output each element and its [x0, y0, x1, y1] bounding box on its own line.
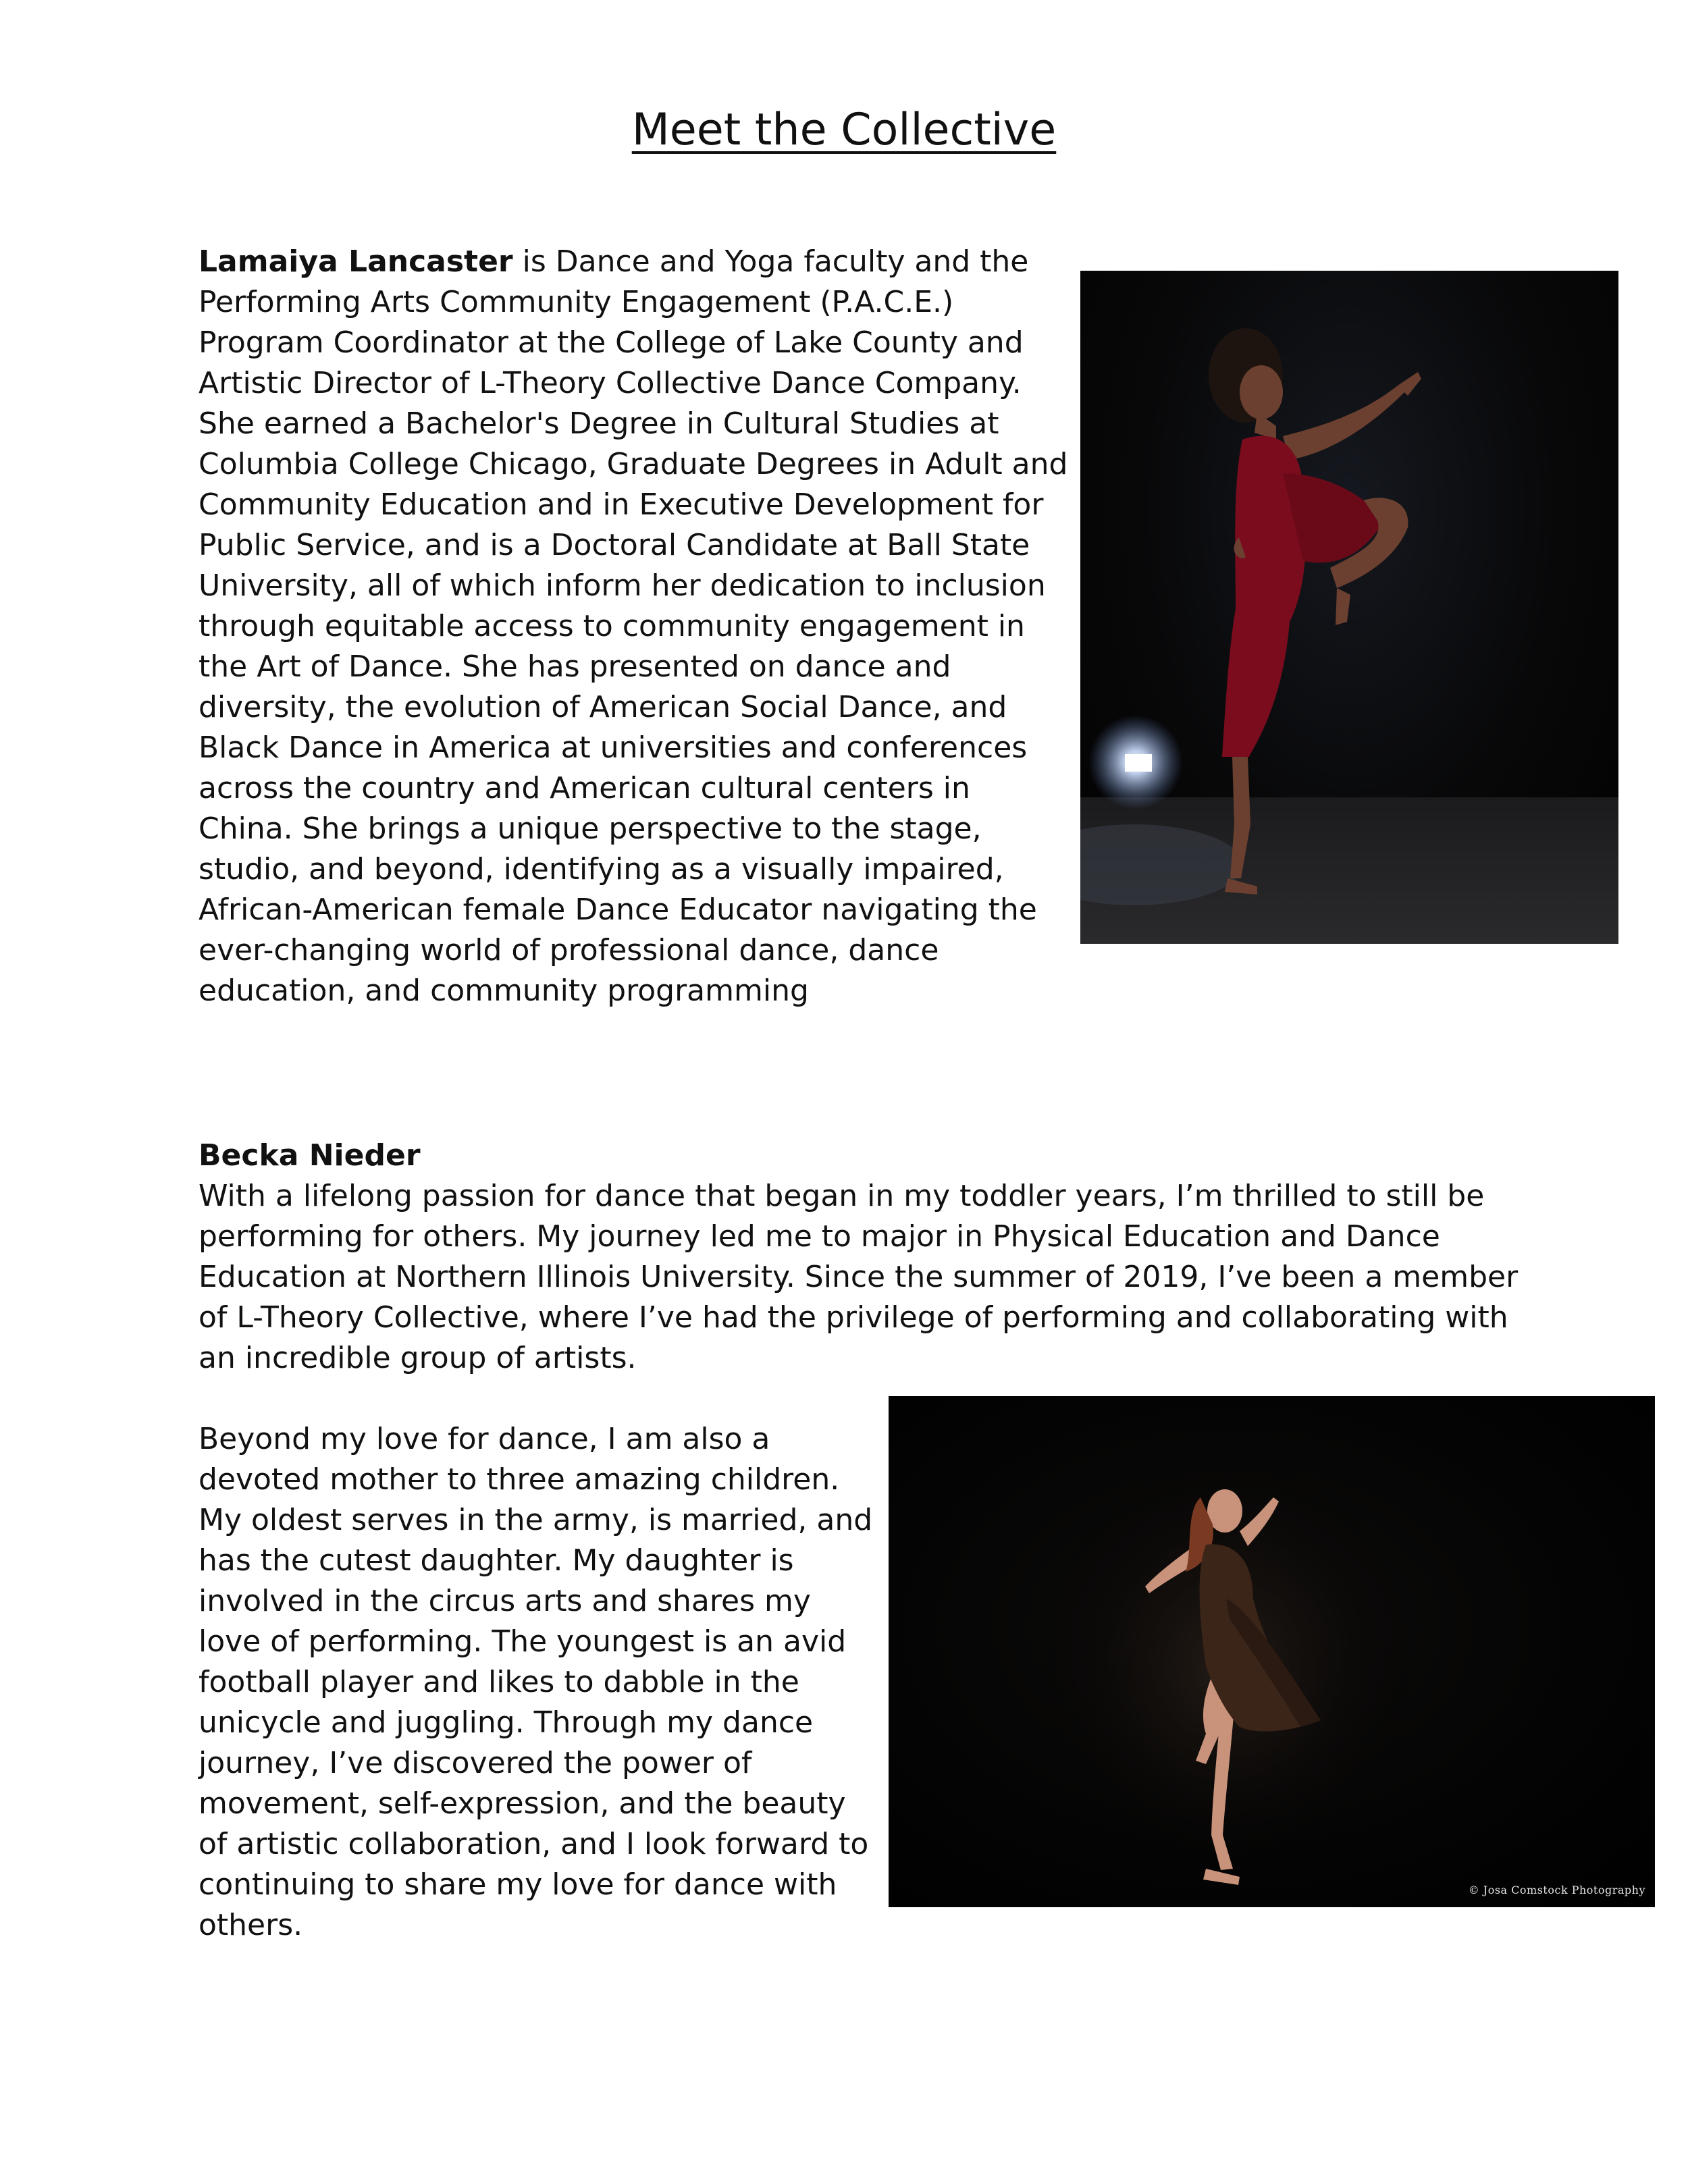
member-bio-text: is Dance and Yoga faculty and the Performing Arts Community Engagement (P.A.C.E.) Program Coordinator at the College of Lake County and Artistic Director of L-Theory Collective Dance Company. She earned a Bachelor's Degree in Cultural Studies at Columbia College Chicago, Graduate Degrees in Adult and Community Education and in Executive Development for Public Service, and is a Doctoral Candidate at Ball State University, all of which inform her dedication to inclusion through equitable access to community engagement in the Art of Dance. She has presented on dance and diversity, the evolution of American Social Dance, and Black Dance in America at universities and conferences across the country and American cultural centers in China. She brings a unique perspective to the stage, studio, and beyond, identifying as a visually impaired, African-American female Dance Educator navigating the ever-changing world of professional dance, dance education, and community programming — [199, 244, 1068, 1008]
photo-credit: © Josa Comstock Photography — [1468, 1884, 1645, 1896]
member-name: Lamaiya Lancaster — [199, 244, 513, 279]
dancer-illustration — [1080, 271, 1618, 944]
member-photo-lancaster — [1080, 271, 1618, 944]
member-bio-nieder-more: Beyond my love for dance, I am also a devoted mother to three amazing children. My oldest serves in the army, is married, and has the cutest daughter. My daughter is involved in the circus arts and shares my love of performing. The youngest is an avid football player and likes to dabble in the unicycle and juggling. Through my dance journey, I’ve discovered the power of movement, self-expression, and the beauty of artistic collaboration, and I look forward to continuing to share my love for dance with others. — [199, 1422, 873, 1942]
member-bio-lancaster — [199, 242, 1070, 1011]
member-photo-nieder — [889, 1396, 1655, 1907]
member-bio-text: With a lifelong passion for dance that began in my toddler years, I’m thrilled to still be performing for others. My journey led me to major in Physical Education and Dance Education at Northern Illinois University. Since the summer of 2019, I’ve been a member of L-Theory Collective, where I’ve had the privilege of performing and collaborating with an incredible group of artists. — [199, 1179, 1519, 1375]
member-bio-nieder-intro — [199, 1136, 1549, 1379]
page-title: Meet the Collective — [631, 105, 1057, 155]
member-name: Becka Nieder — [199, 1138, 421, 1173]
dancer-illustration — [889, 1396, 1655, 1907]
